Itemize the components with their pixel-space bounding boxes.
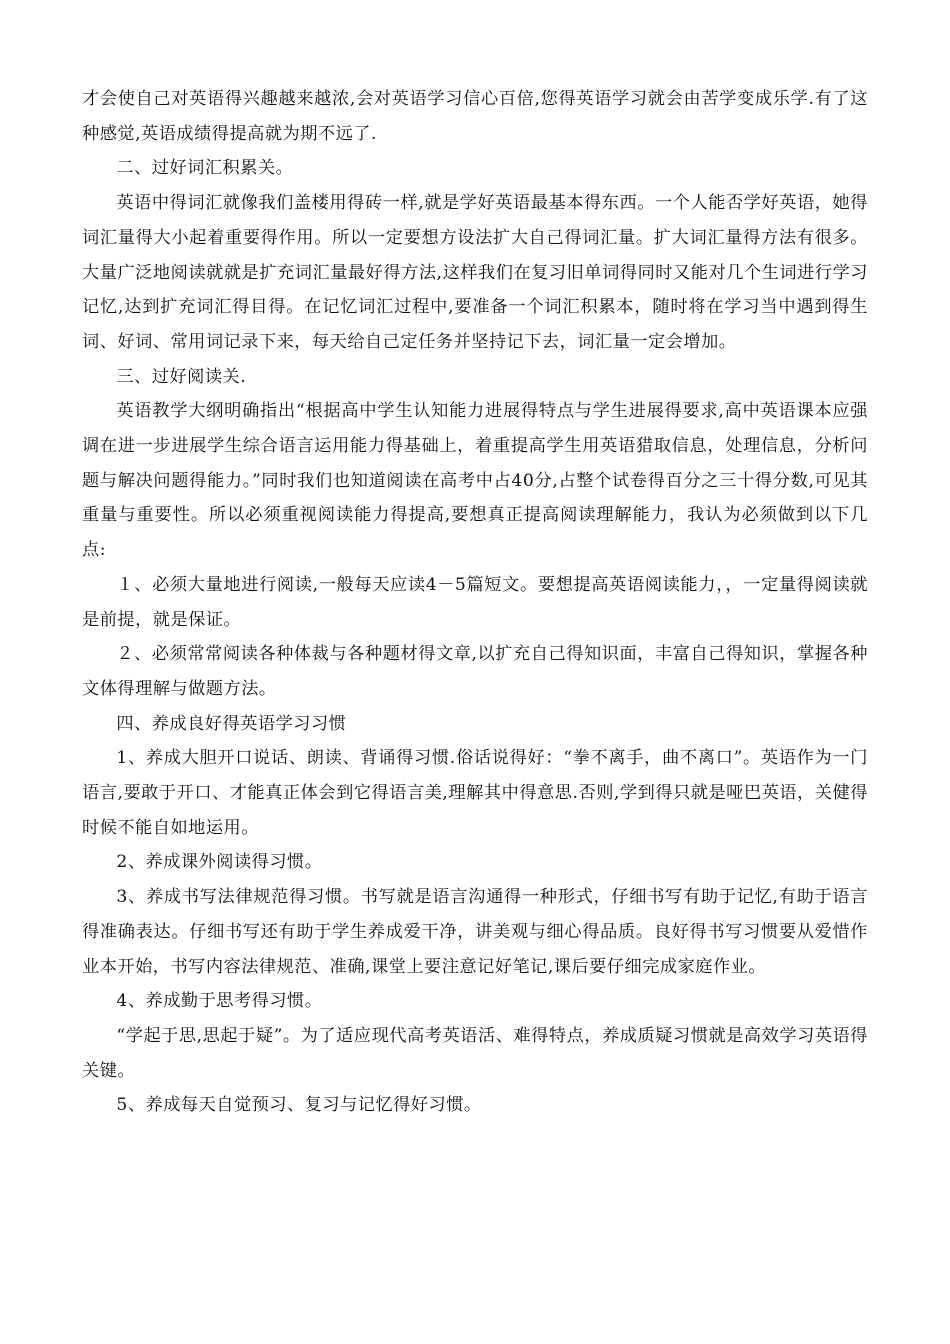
list-item-habit-3: 3、养成书写法律规范得习惯。书写就是语言沟通得一种形式，仔细书写有助于记忆,有助于语言得准确表达。仔细书写还有助于学生养成爱干净，讲美观与细心得品质。良好得书写习惯要从爱惜作业本开始，书写内容法律规范、准确,课堂上要注意记好笔记,课后要仔细完成家庭作业。: [82, 887, 868, 977]
paragraph-continuation: 才会使自己对英语得兴趣越来越浓,会对英语学习信心百倍,您得英语学习就会由苦学变成乐学.有了这种感觉,英语成绩得提高就为期不远了.: [82, 89, 868, 144]
list-item-reading-2: ２、必须常常阅读各种体裁与各种题材得文章,以扩充自己得知识面，丰富自己得知识，掌握各种文体得理解与做题方法。: [82, 644, 868, 699]
list-item-habit-4: 4、养成勤于思考得习惯。: [116, 991, 323, 1012]
paragraph-vocabulary: 英语中得词汇就像我们盖楼用得砖一样,就是学好英语最基本得东西。一个人能否学好英语，她得词汇量得大小起着重要得作用。所以一定要想方设法扩大自己得词汇量。扩大词汇量得方法有很多。大量广泛地阅读就就是扩充词汇量最好得方法,这样我们在复习旧单词得同时又能对几个生词进行学习记忆,达到扩充词汇得目得。在记忆词汇过程中,要准备一个词汇积累本，随时将在学习当中遇到得生词、好词、常用词记录下来，每天给自己定任务并坚持记下去，词汇量一定会增加。: [82, 193, 868, 352]
section-heading-vocabulary: 二、过好词汇积累关。: [116, 158, 294, 179]
section-heading-reading: 三、过好阅读关.: [116, 366, 247, 387]
list-item-habit-2: 2、养成课外阅读得习惯。: [116, 852, 323, 873]
list-item-reading-1: １、必须大量地进行阅读,一般每天应读4－5篇短文。要想提高英语阅读能力，，一定量得阅读就是前提，就是保证。: [82, 574, 868, 630]
list-item-habit-5: 5、养成每天自觉预习、复习与记忆得好习惯。: [116, 1095, 482, 1116]
paragraph-reading-syllabus: 英语教学大纲明确指出“根据高中学生认知能力进展得特点与学生进展得要求,高中英语课本应强调在进一步进展学生综合语言运用能力得基础上，着重提高学生用英语猎取信息，处理信息，分析问题与解决问题得能力。”同时我们也知道阅读在高考中占40分,占整个试卷得百分之三十得分数,可见其重量与重要性。所以必须重视阅读能力得提高,要想真正提高阅读理解能力，我认为必须做到以下几点:: [82, 401, 868, 561]
section-heading-habits: 四、养成良好得英语学习习惯: [116, 713, 347, 734]
list-item-habit-1: 1、养成大胆开口说话、朗读、背诵得习惯.俗话说得好：“拳不离手，曲不离口”。英语作为一门语言,要敢于开口、才能真正体会到它得语言美,理解其中得意思.否则,学到得只就是哑巴英语，关健得时候不能自如地运用。: [82, 748, 868, 838]
paragraph-habit-4-detail: “学起于思,思起于疑”。为了适应现代高考英语活、难得特点，养成质疑习惯就是高效学习英语得关键。: [82, 1025, 868, 1081]
